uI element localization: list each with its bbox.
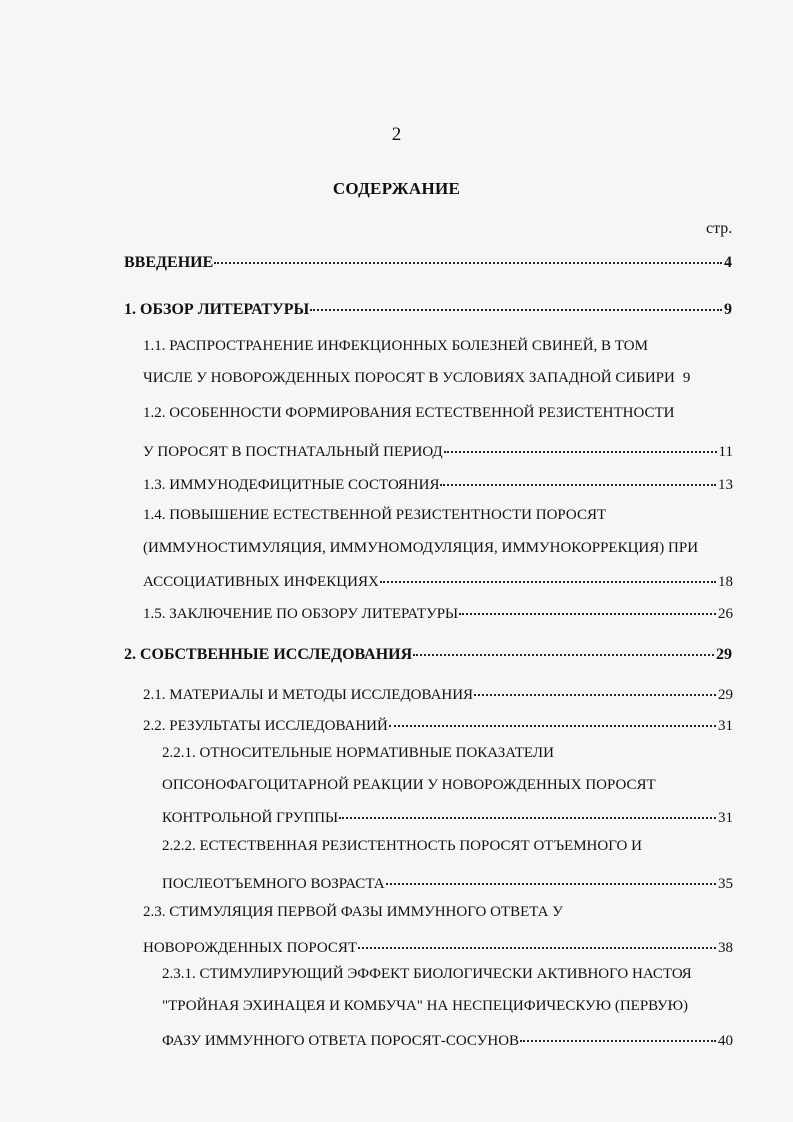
toc-entry-2-2-1[interactable] [162, 805, 733, 827]
toc-entry-text: ПОСЛЕОТЪЕМНОГО ВОЗРАСТА [162, 876, 385, 892]
toc-entry-1-2-line1: 1.2. ОСОБЕННОСТИ ФОРМИРОВАНИЯ ЕСТЕСТВЕННОЙ РЕЗИСТЕНТНОСТИ [143, 405, 675, 421]
page-number: 2 [391, 124, 402, 145]
toc-entry-2-2[interactable] [143, 713, 733, 735]
page-title: СОДЕРЖАНИЕ [332, 179, 461, 198]
toc-entry-1-4-line2: (ИММУНОСТИМУЛЯЦИЯ, ИММУНОМОДУЛЯЦИЯ, ИММУНОКОРРЕКЦИЯ) ПРИ [143, 540, 699, 556]
toc-entry-2-3-1[interactable] [162, 1028, 733, 1050]
toc-entry-text: 1. ОБЗОР ЛИТЕРАТУРЫ [124, 301, 310, 318]
toc-entry-text: 2. СОБСТВЕННЫЕ ИССЛЕДОВАНИЯ [124, 646, 413, 663]
toc-entry-2-2-1-line1: 2.2.1. ОТНОСИТЕЛЬНЫЕ НОРМАТИВНЫЕ ПОКАЗАТЕЛИ [162, 745, 554, 761]
dot-leader [386, 868, 716, 885]
toc-entry-1-2[interactable] [143, 439, 733, 461]
dot-leader [380, 566, 716, 583]
dot-leader [358, 932, 716, 949]
toc-page-number: 40 [718, 1033, 733, 1049]
toc-page-number: 9 [724, 301, 732, 318]
toc-entry-section-2[interactable] [124, 641, 732, 664]
toc-page-number: 18 [718, 574, 733, 590]
toc-entry-text: У ПОРОСЯТ В ПОСТНАТАЛЬНЫЙ ПЕРИОД [143, 444, 443, 460]
toc-entry-1-3[interactable] [143, 472, 733, 494]
toc-page-number: 38 [718, 940, 733, 956]
toc-entry-intro[interactable] [124, 249, 732, 272]
toc-entry-2-1[interactable] [143, 682, 733, 704]
toc-entry-text: КОНТРОЛЬНОЙ ГРУППЫ [162, 810, 339, 826]
dot-leader [413, 638, 714, 656]
toc-page-number: 29 [718, 687, 733, 703]
toc-entry-2-2-2-line1: 2.2.2. ЕСТЕСТВЕННАЯ РЕЗИСТЕНТНОСТЬ ПОРОСЯТ ОТЪЕМНОГО И [162, 838, 642, 854]
toc-entry-2-3-1-line1: 2.3.1. СТИМУЛИРУЮЩИЙ ЭФФЕКТ БИОЛОГИЧЕСКИ АКТИВНОГО НАСТОЯ [162, 966, 692, 982]
toc-page-number: 13 [718, 477, 733, 493]
dot-leader [474, 679, 716, 696]
dot-leader [214, 246, 722, 264]
toc-entry-2-2-1-line2: ОПСОНОФАГОЦИТАРНОЙ РЕАКЦИИ У НОВОРОЖДЕННЫХ ПОРОСЯТ [162, 777, 656, 793]
toc-entry-2-3-line1: 2.3. СТИМУЛЯЦИЯ ПЕРВОЙ ФАЗЫ ИММУННОГО ОТВЕТА У [143, 904, 563, 920]
toc-page-number: 29 [716, 646, 732, 663]
page-column-label: стр. [706, 220, 733, 237]
toc-entry-2-2-2[interactable] [162, 871, 733, 893]
toc-entry-text: 1.5. ЗАКЛЮЧЕНИЕ ПО ОБЗОРУ ЛИТЕРАТУРЫ [143, 606, 459, 622]
dot-leader [339, 802, 716, 819]
toc-page-number: 9 [682, 370, 691, 386]
toc-entry-2-3[interactable] [143, 935, 733, 957]
toc-entry-2-3-1-line2: "ТРОЙНАЯ ЭХИНАЦЕЯ И КОМБУЧА" НА НЕСПЕЦИФИЧЕСКУЮ (ПЕРВУЮ) [162, 998, 688, 1014]
toc-entry-text: ФАЗУ ИММУННОГО ОТВЕТА ПОРОСЯТ-СОСУНОВ [162, 1033, 520, 1049]
toc-entry-1-4-line1: 1.4. ПОВЫШЕНИЕ ЕСТЕСТВЕННОЙ РЕЗИСТЕНТНОСТИ ПОРОСЯТ [143, 507, 607, 523]
toc-page-number: 26 [718, 606, 733, 622]
toc-entry-1-5[interactable] [143, 601, 733, 623]
toc-page-number: 35 [718, 876, 733, 892]
toc-entry-text: 1.3. ИММУНОДЕФИЦИТНЫЕ СОСТОЯНИЯ [143, 477, 440, 493]
toc-entry-text: ВВЕДЕНИЕ [124, 254, 214, 271]
toc-page-number: 31 [718, 718, 733, 734]
dot-leader [520, 1025, 716, 1042]
dot-leader [310, 293, 722, 311]
toc-entry-1-4[interactable] [143, 569, 733, 591]
toc-page-number: 4 [724, 254, 732, 271]
dot-leader [440, 469, 716, 486]
dot-leader [444, 436, 717, 453]
toc-entry-text: ЧИСЛЕ У НОВОРОЖДЕННЫХ ПОРОСЯТ В УСЛОВИЯХ ЗАПАДНОЙ СИБИРИ [143, 370, 675, 386]
toc-page-number: 11 [718, 444, 733, 460]
dot-leader [389, 710, 716, 727]
toc-entry-1-1-line1: 1.1. РАСПРОСТРАНЕНИЕ ИНФЕКЦИОННЫХ БОЛЕЗНЕЙ СВИНЕЙ, В ТОМ [143, 338, 648, 354]
toc-page-number: 31 [718, 810, 733, 826]
toc-entry-section-1[interactable] [124, 296, 732, 319]
toc-entry-text: 2.1. МАТЕРИАЛЫ И МЕТОДЫ ИССЛЕДОВАНИЯ [143, 687, 474, 703]
toc-entry-text: АССОЦИАТИВНЫХ ИНФЕКЦИЯХ [143, 574, 379, 590]
toc-entry-text: 2.2. РЕЗУЛЬТАТЫ ИССЛЕДОВАНИЙ [143, 718, 388, 734]
toc-entry-text: НОВОРОЖДЕННЫХ ПОРОСЯТ [143, 940, 358, 956]
dot-leader [459, 598, 716, 615]
toc-entry-1-1[interactable] [143, 370, 733, 387]
